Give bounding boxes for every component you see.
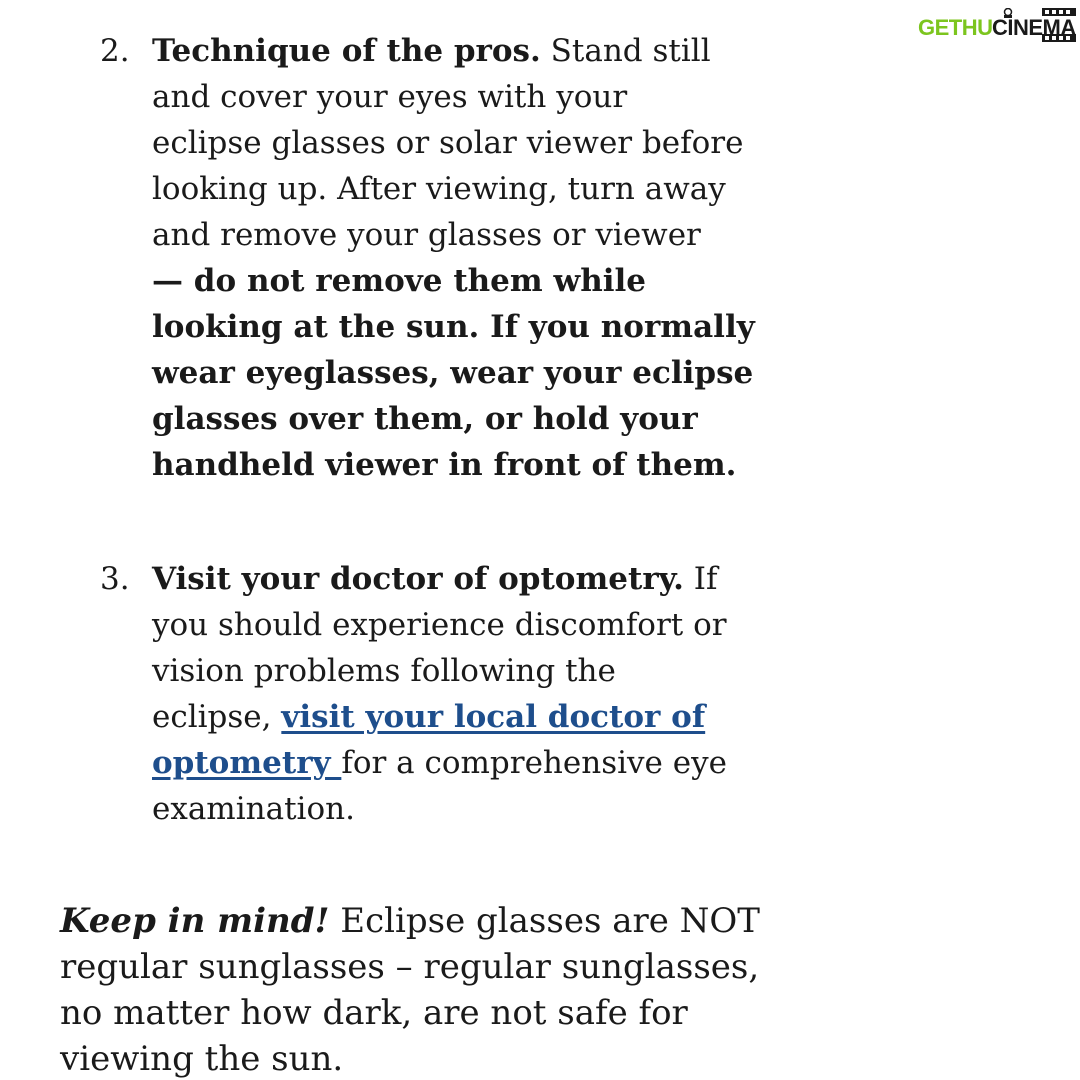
gethu-cinema-logo	[916, 8, 1076, 42]
list-item-line	[152, 740, 727, 786]
list-item-bold-line: looking at the sun. If you normally	[152, 309, 755, 345]
note-emphasis: Keep in mind!	[60, 901, 330, 941]
list-item-line: you should experience discomfort or	[152, 607, 727, 643]
note-line: no matter how dark, are not safe for	[60, 993, 688, 1033]
list-item-text: eclipse,	[152, 699, 282, 735]
list-item-body	[152, 28, 755, 488]
optometrist-link-continued[interactable]: optometry	[152, 745, 342, 781]
list-item-line	[152, 28, 755, 74]
list-item-line: examination.	[152, 791, 355, 827]
list-item-body	[152, 556, 727, 832]
list-item-bold-line: wear eyeglasses, wear your eclipse	[152, 355, 754, 391]
list-item-line: and cover your eyes with your	[152, 79, 628, 115]
list-item-bold-line: handheld viewer in front of them.	[152, 447, 737, 483]
list-number: 2.	[100, 33, 130, 69]
keep-in-mind-note	[60, 898, 760, 1080]
list-item-line: vision problems following the	[152, 653, 616, 689]
list-number: 3.	[100, 561, 130, 597]
list-item-heading: Technique of the pros.	[152, 33, 541, 69]
optometrist-link[interactable]: visit your local doctor of	[281, 699, 706, 735]
note-line: viewing the sun.	[60, 1039, 344, 1079]
note-line	[60, 898, 760, 944]
list-item-text: If	[683, 561, 718, 597]
logo-text-part1: GETHU	[918, 15, 993, 40]
note-text: Eclipse glasses are NOT	[329, 901, 760, 941]
list-item-line: eclipse glasses or solar viewer before	[152, 125, 744, 161]
note-line: regular sunglasses – regular sunglasses,	[60, 947, 760, 987]
list-item-text: for a comprehensive eye	[341, 745, 727, 781]
list-item-bold-line: — do not remove them while	[152, 263, 647, 299]
logo-text-part2: CINEMA	[992, 15, 1076, 40]
list-item-line	[152, 694, 727, 740]
list-item-line	[152, 556, 727, 602]
list-item-line: looking up. After viewing, turn away	[152, 171, 726, 207]
list-item-line: and remove your glasses or viewer	[152, 217, 701, 253]
list-item-text: Stand still	[540, 33, 711, 69]
list-item-heading: Visit your doctor of optometry.	[152, 561, 684, 597]
list-item-bold-line: glasses over them, or hold your	[152, 401, 698, 437]
